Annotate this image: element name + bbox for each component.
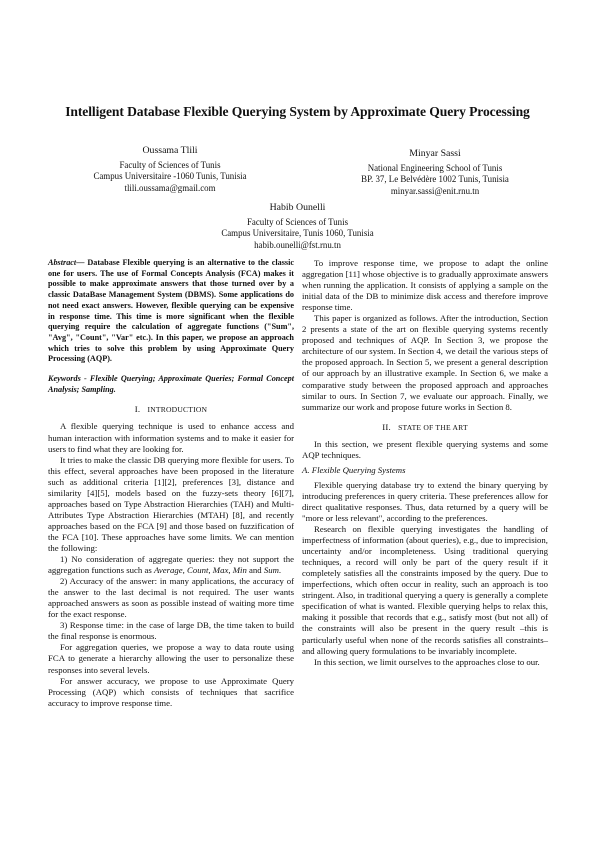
- paragraph: For answer accuracy, we propose to use Approximate Query Processing (AQP) which consists of techniques that sacrifice accuracy to improve response time.: [48, 675, 294, 708]
- limit-item-3: 3) Response time: in the case of large DB, the time taken to build the final response is enormous.: [48, 620, 294, 642]
- limit-item-1: 1) No consideration of aggregate queries: they not support the aggregation functions such as Average, Count, Max, Min and Sum.: [48, 554, 294, 576]
- section-heading-introduction: [48, 404, 294, 415]
- author-affiliation: Faculty of Sciences of Tunis: [246, 217, 349, 228]
- left-column: [48, 258, 294, 709]
- section-title: STATE OF THE ART: [398, 422, 468, 432]
- section-number: I.: [134, 404, 141, 415]
- author-name: Oussama Tlili: [142, 145, 198, 156]
- paragraph: This paper is organized as follows. After the introduction, Section 2 presents a state of the art on flexible querying systems recently proposed and techniques of AQP. In Section 3, we propose the architecture of our system. In Section 4, we detail the various steps of the proposed approach. In Section 5, we present a general description of our approach by an illustrative example. In Section 6, we make a comparative study between the proposed approach and approaches similar to ours. In Section 7, we evaluate our approach. Finally, we summarize our work and propose future works in Section 8.: [302, 313, 548, 412]
- right-column: [302, 258, 548, 668]
- abstract: [48, 258, 294, 365]
- paragraph: Research on flexible querying investigates the handling of imperfectness of information (about queries), e.g., due to imprecision, uncertainty and/or incompleteness. Using traditional querying techniques, a record will only be part of the query result if it completely satisfies all the constraints imposed by the query. Due to imperfections, which often occur in reality, such an approach is too stringent. Also, in traditional querying a query is generally a complete specification of what is wanted. Flexible querying helps to relax this, making it possible that records that e.g., satisfy most (but not all) of the constraints will also be present in the query result –this is particularly useful when none of the records satisfies all constraints– and allowing query formulations to be invariably incomplete.: [302, 524, 548, 656]
- author-address: Campus Universitaire, Tunis 1060, Tunisia: [221, 228, 374, 239]
- section-title: INTRODUCTION: [147, 405, 208, 415]
- author-email: minyar.sassi@enit.rnu.tn: [390, 185, 480, 196]
- paper-title: Intelligent Database Flexible Querying System by Approximate Query Processing: [65, 104, 530, 119]
- author-address: Campus Universitaire -1060 Tunis, Tunisia: [93, 171, 247, 182]
- paragraph: Flexible querying database try to extend the binary querying by introducing preferences in query criteria. These preferences allow for direct qualitative responses. Thus, data returned by a query will be "more or less relevant", according to the preferences.: [302, 479, 548, 523]
- abstract-lead: Abstract: [48, 258, 77, 267]
- author-address: BP. 37, Le Belvédère 1002 Tunis, Tunisia: [361, 174, 509, 185]
- author-name: Habib Ounelli: [269, 202, 326, 213]
- paragraph: A flexible querying technique is used to enhance access and human interaction with information systems and to make it easier for users to find what they are looking for.: [48, 421, 294, 454]
- paragraph: In this section, we limit ourselves to the approaches close to our.: [314, 656, 540, 667]
- author-affiliation: National Engineering School of Tunis: [367, 163, 503, 174]
- author-name: Minyar Sassi: [409, 148, 461, 159]
- section-heading-state-of-the-art: [302, 422, 548, 433]
- keywords: Keywords - Flexible Querying; Approximate Queries; Formal Concept Analysis; Sampling.: [48, 374, 294, 394]
- paragraph: In this section, we present flexible querying systems and some AQP techniques.: [302, 438, 548, 460]
- author-block-3: [180, 202, 415, 251]
- author-block-2: [320, 148, 550, 197]
- section-number: II.: [382, 421, 391, 432]
- author-affiliation: Faculty of Sciences of Tunis: [119, 160, 221, 171]
- author-block-1: [60, 145, 280, 194]
- author-email: habib.ounelli@fst.rnu.tn: [254, 239, 341, 250]
- subsection-heading: A. Flexible Querying Systems: [302, 464, 406, 475]
- limit-item-2: 2) Accuracy of the answer: in many applications, the accuracy of the answer to the last decimal is not required. The user wants approached answers as soon as possible instead of waiting more time for the exact response.: [48, 576, 294, 620]
- paragraph: For aggregation queries, we propose a way to data route using FCA to generate a hierarchy allowing the user to personalize these responses into several levels.: [48, 642, 294, 675]
- author-email: tlili.oussama@gmail.com: [124, 182, 216, 193]
- paragraph: It tries to make the classic DB querying more flexible for users. To this effect, several approaches have been proposed in the literature such as additional criteria [1][2], preferences [3], distance and similarity [4][5], models based on the fuzzy-sets theory [6][7], approaches based on Type Abstraction Hierarchies (TAH) and Multi-Attributes Type Abstraction Hierarchies (MTAH) [8], and recently approaches based on the FCA [9] and those based on fuzzification of the FCA [10]. These approaches have some limits. We can mention the following:: [48, 454, 294, 553]
- paragraph: To improve response time, we propose to adapt the online aggregation [11] whose objective is to gradually approximate answers when running the application. It consists of applying a sample on the initial data of the DB to minimize disk access and therefore improve response time.: [302, 258, 548, 313]
- abstract-text: — Database Flexible querying is an alternative to the classic one for users. The use of Formal Concepts Analysis (FCA) makes it possible to make approximate answers that those turned over by a classic DataBase Management System (DBMS). Some applications do not need exact answers. However, flexible querying can be expensive in response time. This time is more significant when the flexible querying require the calculation of aggregate functions ("Sum", "Avg", "Count", "Var" etc.). In this paper, we propose an approach which tries to solve this problem by using Approximate Query Processing (AQP).: [48, 258, 294, 364]
